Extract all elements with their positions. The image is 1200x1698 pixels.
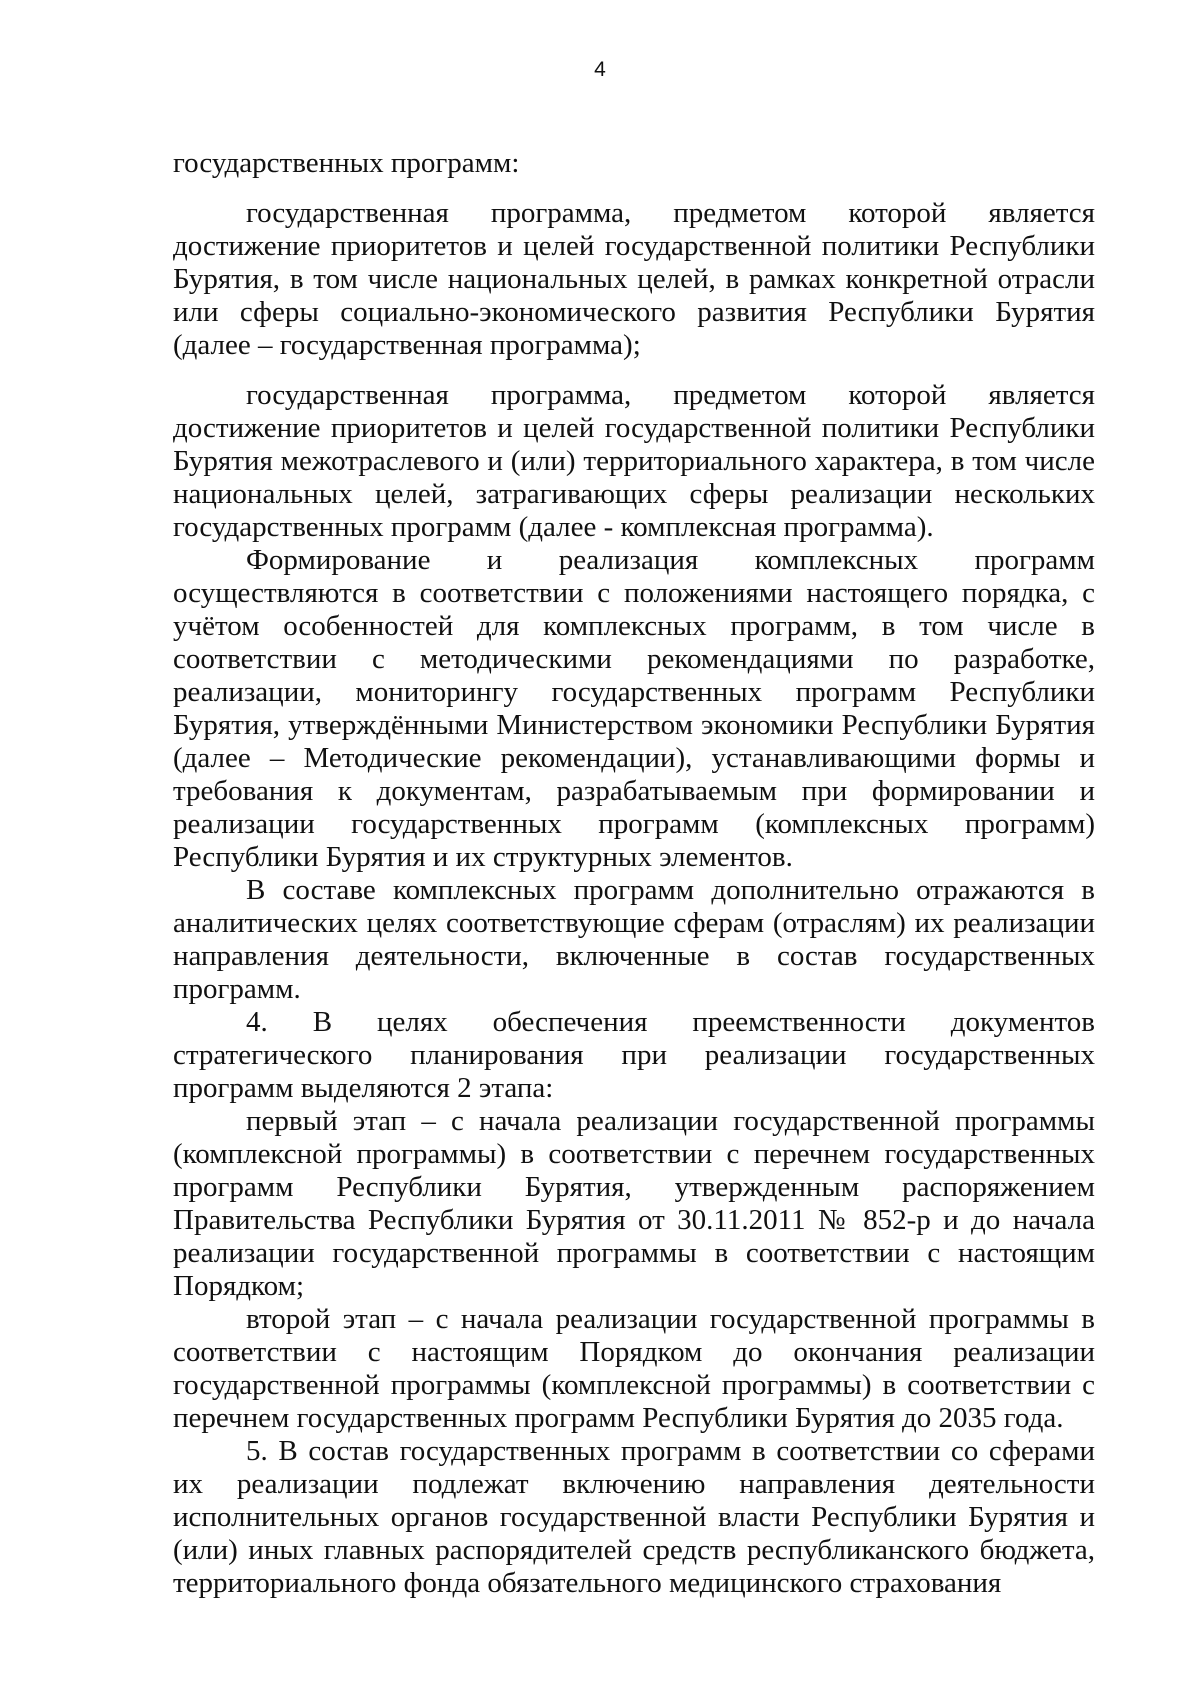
paragraph-stage-1: первый этап – с начала реализации государственной программы (комплексной программы) в соответствии с перечнем государственных программ Республики Бурятия, утвержденным распоряжением Правительства Республики Бурятия от 30.11.2011 № 852-р и до начала реализации государственной программы в соответствии с настоящим Порядком; [173,1105,1095,1302]
paragraph-continuation: государственных программ: [173,147,520,179]
paragraph-analytical-goals: В составе комплексных программ дополнительно отражаются в аналитических целях соответствующие сферам (отраслям) их реализации направления деятельности, включенные в состав государственных программ. [173,874,1095,1005]
page-number: 4 [594,58,606,81]
paragraph-program-definition-2: государственная программа, предметом которой является достижение приоритетов и целей государственной политики Республики Бурятия межотраслевого и (или) территориального характера, в том числе национальных целей, затрагивающих сферы реализации нескольких государственных программ (далее - комплексная программа). [173,379,1095,543]
document-body [173,147,1095,1600]
paragraph-item-5: 5. В состав государственных программ в соответствии со сферами их реализации подлежат включению направления деятельности исполнительных органов государственной власти Республики Бурятия и (или) иных главных распорядителей средств республиканского бюджета, территориального фонда обязательного медицинского страхования [173,1435,1095,1599]
paragraph-program-definition-1: государственная программа, предметом которой является достижение приоритетов и целей государственной политики Республики Бурятия, в том числе национальных целей, в рамках конкретной отрасли или сферы социально-экономического развития Республики Бурятия (далее – государственная программа); [173,197,1095,361]
paragraph-item-4: 4. В целях обеспечения преемственности документов стратегического планирования при реализации государственных программ выделяются 2 этапа: [173,1006,1095,1104]
paragraph-complex-programs: Формирование и реализация комплексных программ осуществляются в соответствии с положениями настоящего порядка, с учётом особенностей для комплексных программ, в том числе в соответствии с методическими рекомендациями по разработке, реализации, мониторингу государственных программ Республики Бурятия, утверждёнными Министерством экономики Республики Бурятия (далее – Методические рекомендации), устанавливающими формы и требования к документам, разрабатываемым при формировании и реализации государственных программ (комплексных программ) Республики Бурятия и их структурных элементов. [173,544,1095,873]
paragraph-stage-2: второй этап – с начала реализации государственной программы в соответствии с настоящим Порядком до окончания реализации государственной программы (комплексной программы) в соответствии с перечнем государственных программ Республики Бурятия до 2035 года. [173,1303,1095,1434]
